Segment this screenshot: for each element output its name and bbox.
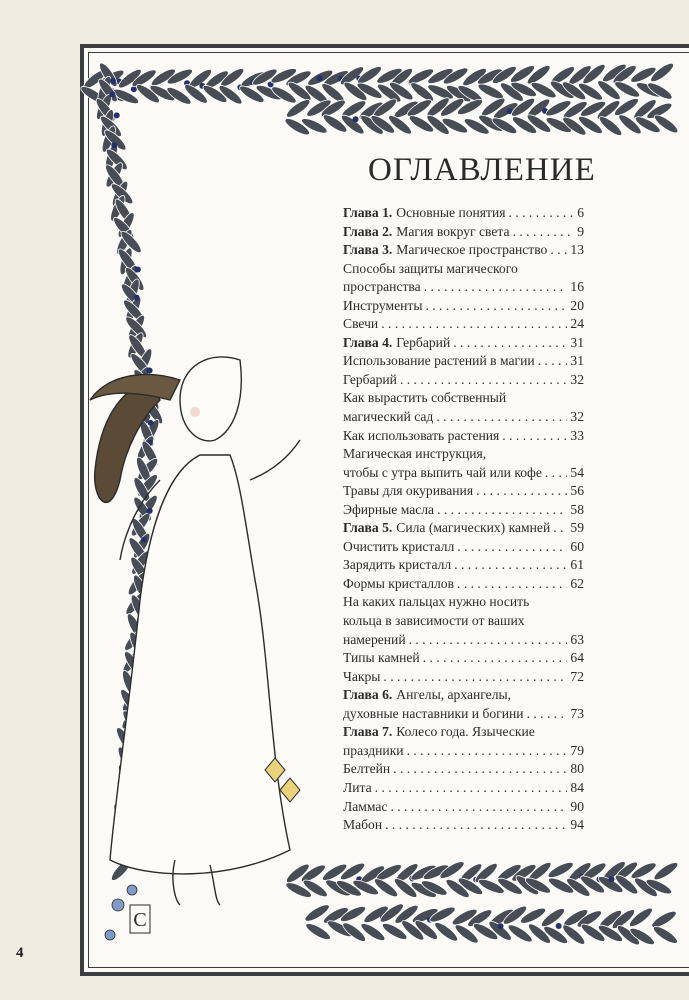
- dot-leader: [476, 482, 567, 501]
- entry-title: Лита: [343, 779, 372, 795]
- entry-page: 13: [570, 242, 584, 258]
- berry: [148, 420, 154, 426]
- dot-leader: [437, 501, 567, 520]
- dot-leader: [390, 798, 567, 817]
- toc-entry: [343, 278, 584, 297]
- entry-title: Колесо года. Языческие: [396, 724, 535, 740]
- page-title: ОГЛАВЛЕНИЕ: [368, 152, 596, 188]
- entry-title: Белтейн: [343, 761, 391, 777]
- entry-page: 94: [570, 817, 584, 833]
- entry-title: Как вырастить собственный: [343, 390, 507, 406]
- entry-page: 90: [570, 798, 584, 814]
- dot-leader: [400, 371, 567, 390]
- toc-entry: [343, 760, 584, 779]
- toc-entry: [343, 408, 584, 427]
- dot-leader: [383, 668, 567, 687]
- toc-entry: [343, 352, 584, 371]
- chapter-label: Глава 7.: [343, 724, 393, 740]
- dot-leader: [381, 315, 567, 334]
- dot-leader: [393, 760, 567, 779]
- entry-page: 79: [570, 742, 584, 758]
- dot-leader: [509, 204, 575, 223]
- entry-title: Как использовать растения: [343, 427, 500, 443]
- berry: [316, 75, 322, 81]
- entry-page: 72: [570, 668, 584, 684]
- toc-entry: [343, 464, 584, 483]
- toc-entry: [343, 612, 584, 631]
- dot-leader: [513, 223, 575, 242]
- toc-entry: [343, 556, 584, 575]
- entry-title: Эфирные масла: [343, 501, 435, 517]
- toc-entry: [343, 204, 584, 223]
- entry-page: 32: [570, 371, 584, 387]
- berry: [110, 78, 116, 84]
- dot-leader: [409, 631, 568, 650]
- toc-entry: [343, 649, 584, 668]
- berry: [109, 91, 115, 97]
- entry-title: пространства: [343, 279, 421, 295]
- entry-title: Инструменты: [343, 297, 423, 313]
- dot-leader: [375, 779, 568, 798]
- entry-title: духовные наставники и богини: [343, 705, 524, 721]
- entry-title: На каких пальцах нужно носить: [343, 594, 530, 610]
- toc-entry: [343, 575, 584, 594]
- page-number: 4: [16, 945, 24, 961]
- entry-page: 16: [570, 279, 584, 295]
- entry-title: Магическая инструкция,: [343, 446, 487, 462]
- entry-page: 31: [570, 353, 584, 369]
- toc-entry: [343, 705, 584, 724]
- entry-title: Травы для окуривания: [343, 483, 474, 499]
- toc-entry: [343, 631, 584, 650]
- entry-page: 73: [570, 705, 584, 721]
- chapter-label: Глава 3.: [343, 242, 393, 258]
- dot-leader: [385, 816, 567, 835]
- toc-entry: [343, 593, 584, 612]
- entry-title: Формы кристаллов: [343, 575, 455, 591]
- woman-figure-illustration: [90, 357, 300, 905]
- entry-page: 56: [570, 483, 584, 499]
- toc-entry: [343, 686, 584, 705]
- toc-entry: [343, 482, 584, 501]
- entry-page: 62: [570, 575, 584, 591]
- dot-leader: [502, 427, 567, 446]
- toc-entry: [343, 315, 584, 334]
- entry-title: Зарядить кристалл: [343, 557, 452, 573]
- entry-title: магический сад: [343, 409, 434, 425]
- entry-title: Типы камней: [343, 650, 420, 666]
- entry-page: 60: [570, 538, 584, 554]
- dot-leader: [527, 705, 568, 724]
- entry-title: Мабон: [343, 817, 383, 833]
- dot-leader: [457, 575, 567, 594]
- entry-title: Основные понятия: [396, 205, 506, 220]
- dot-leader: [550, 241, 567, 260]
- entry-title: Способы защиты магического: [343, 260, 518, 276]
- leaf: [651, 924, 679, 947]
- entry-title: праздники: [343, 742, 404, 758]
- chapter-label: Глава 6.: [343, 687, 393, 703]
- entry-title: Магия вокруг света: [396, 223, 510, 239]
- berry: [498, 923, 504, 929]
- chapter-label: Глава 1.: [343, 205, 393, 220]
- entry-page: 24: [570, 316, 584, 332]
- berry: [556, 923, 562, 929]
- entry-page: 84: [570, 779, 584, 795]
- leaf: [652, 860, 680, 883]
- toc-entry: [343, 816, 584, 835]
- entry-page: 32: [570, 409, 584, 425]
- toc-entry: [343, 297, 584, 316]
- entry-title: Свечи: [343, 316, 379, 332]
- toc-entry: [343, 223, 584, 242]
- entry-page: 80: [570, 761, 584, 777]
- dot-leader: [407, 742, 568, 761]
- toc-entry: [343, 538, 584, 557]
- dot-leader: [545, 464, 568, 483]
- dot-leader: [454, 556, 567, 575]
- monogram-c: [130, 905, 150, 933]
- toc-entry: [343, 779, 584, 798]
- toc-entry: [343, 241, 584, 260]
- dot-leader: [453, 334, 567, 353]
- dot-leader: [436, 408, 567, 427]
- toc-entry: [343, 371, 584, 390]
- berry: [147, 508, 153, 514]
- dot-leader: [457, 538, 567, 557]
- table-of-contents: [343, 204, 584, 835]
- toc-entry: [343, 334, 584, 353]
- dot-leader: [425, 297, 567, 316]
- berry: [147, 368, 153, 374]
- entry-title: Чакры: [343, 668, 381, 684]
- entry-title: Магическое пространство: [396, 242, 548, 258]
- entry-page: 63: [570, 631, 584, 647]
- entry-title: Сила (магических) камней: [396, 520, 551, 536]
- toc-entry: [343, 798, 584, 817]
- berry: [114, 112, 120, 118]
- entry-title: Ангелы, архангелы,: [396, 687, 512, 703]
- entry-page: 31: [570, 334, 584, 350]
- toc-entry: [343, 668, 584, 687]
- dot-leader: [553, 519, 567, 538]
- berry: [135, 267, 141, 273]
- dot-leader: [538, 352, 568, 371]
- berry: [141, 537, 147, 543]
- svg-text:C: C: [133, 909, 147, 931]
- toc-entry: [343, 389, 584, 408]
- toc-entry: [343, 427, 584, 446]
- entry-page: 20: [570, 297, 584, 313]
- berry: [134, 295, 140, 301]
- entry-page: 61: [570, 557, 584, 573]
- entry-title: Гербарий: [343, 371, 397, 387]
- entry-title: намерений: [343, 631, 406, 647]
- chapter-label: Глава 4.: [343, 334, 393, 350]
- toc-entry: [343, 260, 584, 279]
- berry: [609, 876, 615, 882]
- dot-leader: [424, 278, 568, 297]
- entry-page: 6: [577, 205, 584, 220]
- toc-entry: [343, 742, 584, 761]
- toc-entry: [343, 445, 584, 464]
- entry-title: Ламмас: [343, 798, 388, 814]
- toc-entry: [343, 519, 584, 538]
- dot-leader: [423, 649, 568, 668]
- entry-title: Гербарий: [396, 334, 451, 350]
- entry-title: чтобы с утра выпить чай или кофе: [343, 464, 542, 480]
- chapter-label: Глава 5.: [343, 520, 393, 536]
- entry-page: 59: [570, 520, 584, 536]
- entry-page: 9: [577, 223, 584, 239]
- entry-title: Использование растений в магии: [343, 353, 535, 369]
- berry: [131, 86, 137, 92]
- entry-page: 54: [570, 464, 584, 480]
- entry-page: 58: [570, 501, 584, 517]
- chapter-label: Глава 2.: [343, 223, 393, 239]
- entry-title: Очистить кристалл: [343, 538, 455, 554]
- toc-entry: [343, 723, 584, 742]
- berry: [111, 142, 117, 148]
- berry: [353, 116, 359, 122]
- toc-entry: [343, 501, 584, 520]
- entry-page: 33: [570, 427, 584, 443]
- entry-page: 64: [570, 650, 584, 666]
- entry-title: кольца в зависимости от ваших: [343, 613, 525, 629]
